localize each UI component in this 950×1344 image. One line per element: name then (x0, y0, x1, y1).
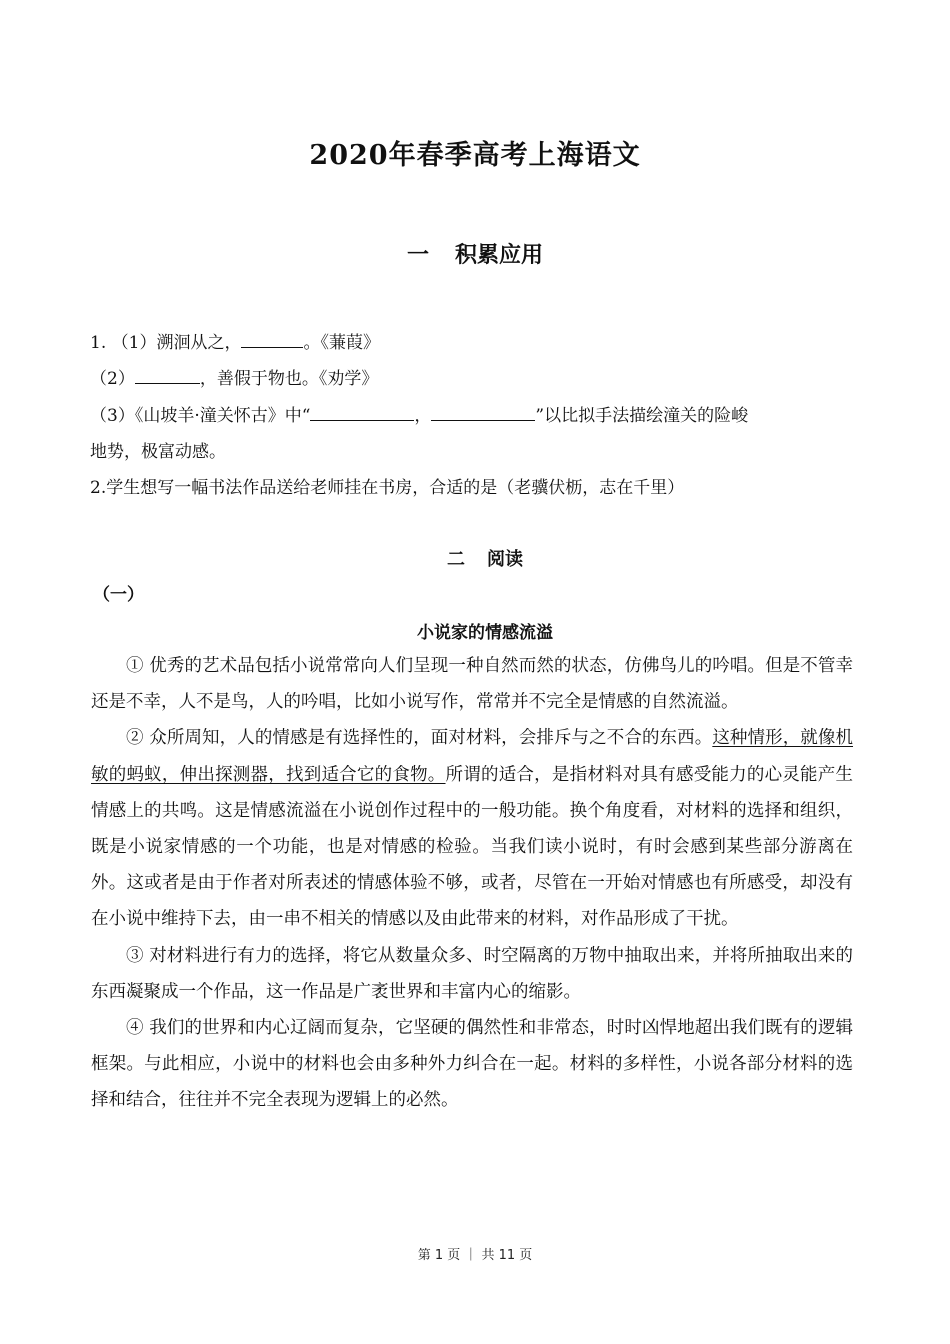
answer-blank (241, 332, 303, 348)
paragraph-1: ① 优秀的艺术品包括小说常常向人们呈现一种自然而然的状态，仿佛鸟儿的吟唱。但是不管幸还是不幸，人不是鸟，人的吟唱，比如小说写作，常常并不完全是情感的自然流溢。 (91, 656, 853, 713)
question-1-1 (90, 328, 380, 353)
paragraph-4: ④ 我们的世界和内心辽阔而复杂，它坚硬的偶然性和非常态，时时凶悍地超出我们既有的逻辑框架。与此相应，小说中的材料也会由多种外力纠合在一起。材料的多样性，小说各部分材料的选择和结合，往往并不完全表现为逻辑上的必然。 (91, 1018, 853, 1111)
paragraph-2 (91, 720, 853, 937)
question-text: （3）《山坡羊·潼关怀古》中“ (90, 406, 311, 426)
section-title: 阅读 (487, 549, 523, 570)
question-text: ”以比拟手法描绘潼关的险峻 (535, 406, 749, 426)
section-number: 二 (447, 549, 465, 570)
article-title: 小说家的情感流溢 (417, 623, 553, 643)
page-footer: 第 1 页 ｜ 共 11 页 (417, 1248, 533, 1263)
question-2: 2.学生想写一幅书法作品送给老师挂在书房，合适的是（老骥伏枥，志在千里） (90, 478, 685, 498)
question-1-3-continued: 地势，极富动感。 (90, 442, 226, 462)
section-number: 一 (406, 242, 429, 268)
document-title: 2020年春季高考上海语文 (309, 140, 641, 171)
answer-blank (431, 405, 535, 421)
section-title: 积累应用 (455, 242, 544, 268)
question-1-2 (90, 364, 378, 389)
answer-blank (135, 368, 200, 384)
underlined-sentence: 这种情形，就像机敏的蚂蚁，伸出探测器，找到适合它的食物。 (91, 728, 854, 785)
question-1-3 (90, 401, 748, 426)
part-label: （一） (93, 585, 144, 605)
question-text: ， (414, 406, 432, 426)
article-body (91, 648, 853, 1119)
question-text: （2） (90, 369, 135, 389)
paragraph-text: ② 众所周知，人的情感是有选择性的，面对材料，会排斥与之不合的东西。 (126, 728, 713, 749)
question-text: ，善假于物也。《劝学》 (199, 369, 379, 389)
question-text: 1. （1）溯洄从之， (90, 333, 242, 353)
section-heading-2 (0, 545, 950, 571)
answer-blank (310, 405, 414, 421)
paragraph-3: ③ 对材料进行有力的选择，将它从数量众多、时空隔离的万物中抽取出来，并将所抽取出来的东西凝聚成一个作品，这一作品是广袤世界和丰富内心的缩影。 (91, 945, 853, 1002)
paragraph-text: 所谓的适合，是指材料对具有感受能力的心灵能产生情感上的共鸣。这是情感流溢在小说创作过程中的一般功能。换个角度看，对材料的选择和组织，既是小说家情感的一个功能，也是对情感的检验。当我们读小说时，有时会感到某些部分游离在外。这或者是由于作者对所表述的情感体验不够，或者，尽管在一开始对情感也有所感受，却没有在小说中维持下去，由一串不相关的情感以及由此带来的材料，对作品形成了干扰。 (91, 764, 854, 930)
question-text: 。《蒹葭》 (303, 333, 380, 353)
section-heading-1 (0, 238, 950, 269)
